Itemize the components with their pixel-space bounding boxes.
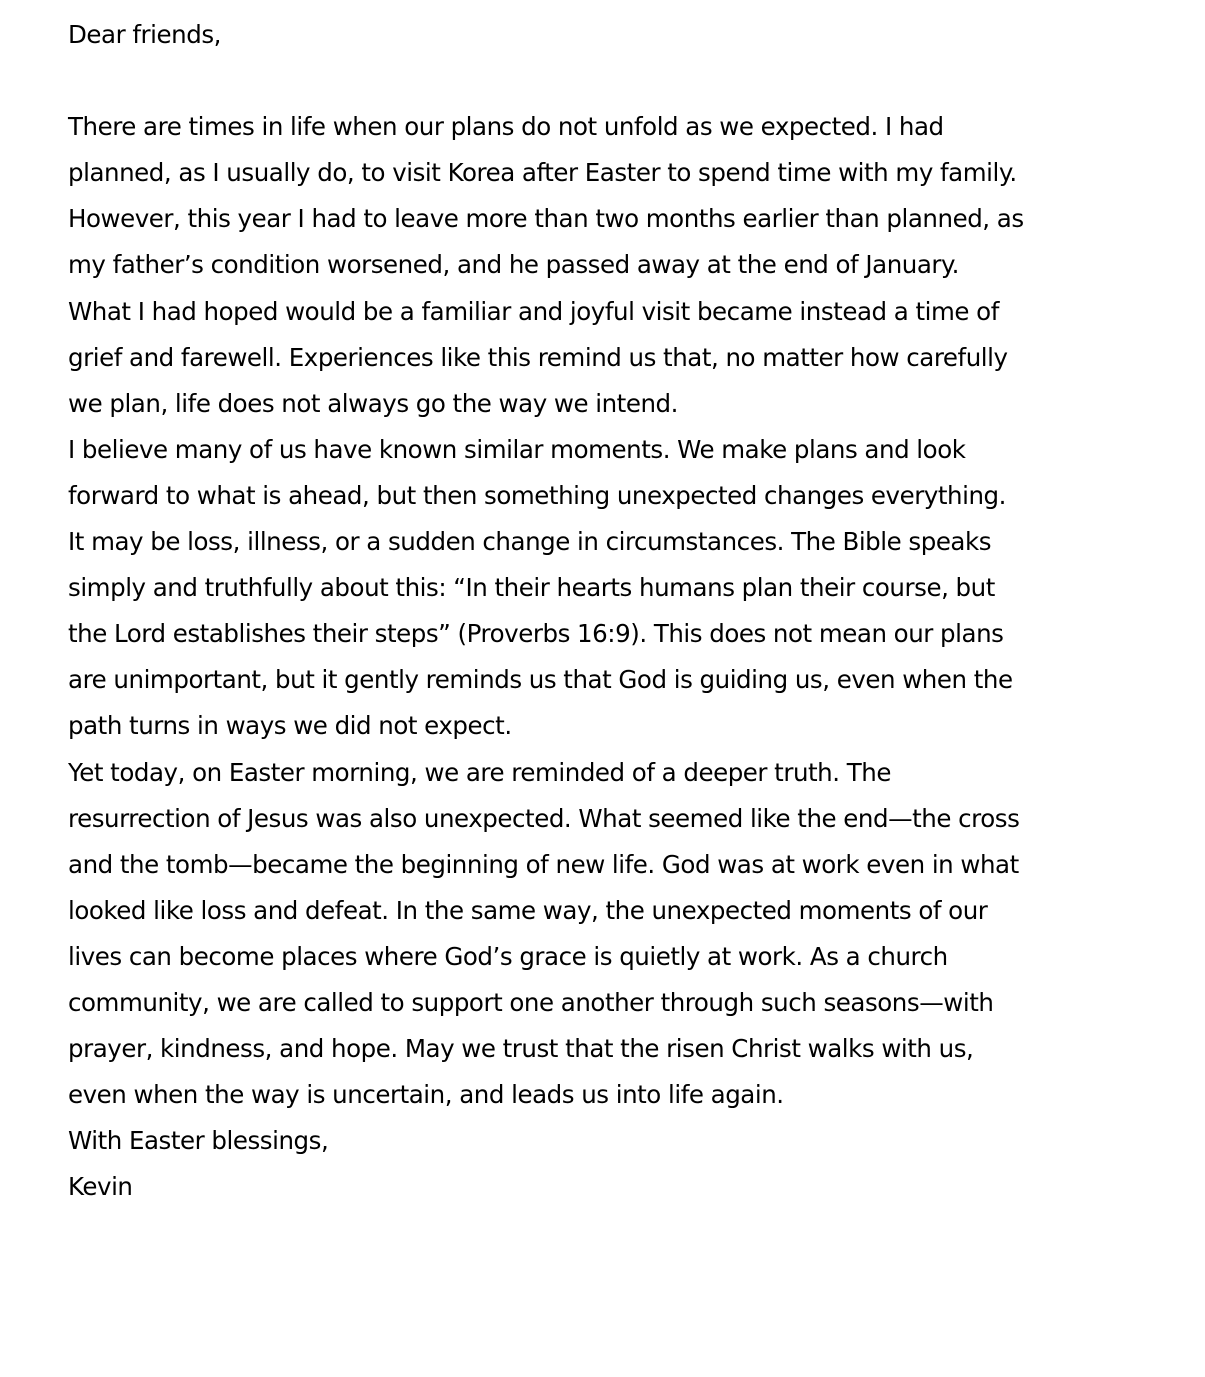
- letter-closing: With Easter blessings,: [68, 1126, 329, 1156]
- letter-greeting: Dear friends,: [68, 20, 221, 49]
- letter-paragraph-1: There are times in life when our plans do not unfold as we expected. I had planned, as I usually do, to visit Korea after Easter to spend time with my family. However, this year I had to leave more than two months earlier than planned, as my father’s condition worsened, and he passed away at the end of January. What I had hoped would be a familiar and joyful visit became instead a time of grief and farewell. Experiences like this remind us that, no matter how carefully we plan, life does not always go the way we intend.: [68, 112, 1024, 418]
- letter-paragraph-3: Yet today, on Easter morning, we are reminded of a deeper truth. The resurrection of Jesus was also unexpected. What seemed like the end—the cross and the tomb—became the beginning of new life. God was at work even in what looked like loss and defeat. In the same way, the unexpected moments of our lives can become places where God’s grace is quietly at work. As a church community, we are called to support one another through such seasons—with prayer, kindness, and hope. May we trust that the risen Christ walks with us, even when the way is uncertain, and leads us into life again.: [68, 757, 1020, 1110]
- letter-paragraph-2: I believe many of us have known similar moments. We make plans and look forward to what is ahead, but then something unexpected changes everything. It may be loss, illness, or a sudden change in circumstances. The Bible speaks simply and truthfully about this: “In their hearts humans plan their course, but the Lord establishes their steps” (Proverbs 16:9). This does not mean our plans are unimportant, but it gently reminds us that God is guiding us, even when the path turns in ways we did not expect.: [68, 434, 1013, 741]
- letter-signature: Kevin: [68, 1172, 133, 1202]
- letter-body: [68, 12, 1028, 1210]
